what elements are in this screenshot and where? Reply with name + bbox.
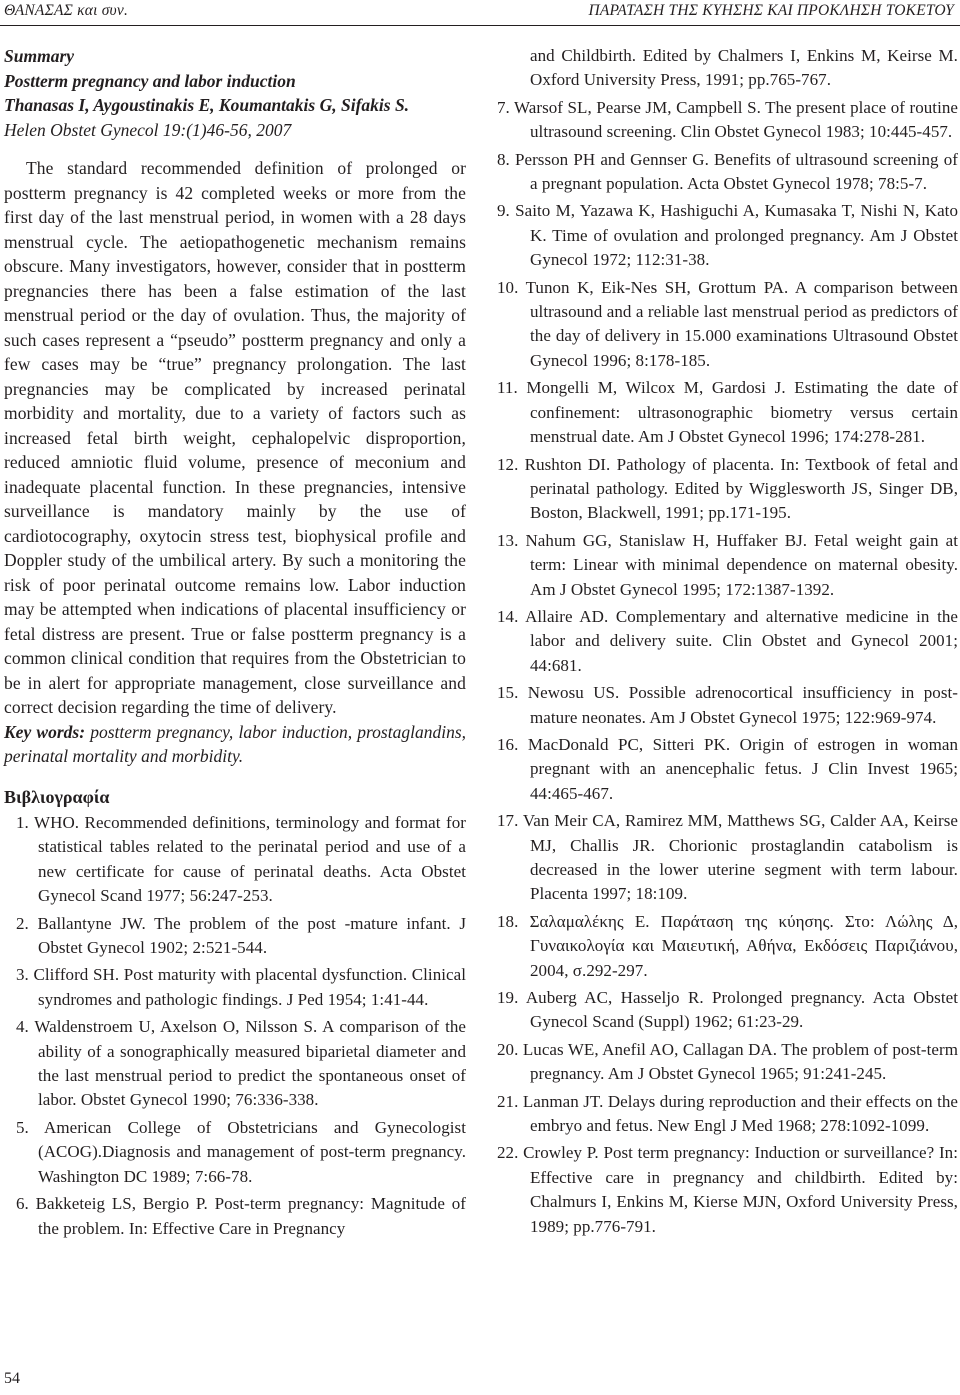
reference-item: 8. Persson PH and Gennser G. Benefits of ultrasound screening of a pregnant population. Acta Obstet Gynecol 1978; 78:5-7. (497, 149, 958, 194)
reference-item: 13. Nahum GG, Stanislaw H, Huffaker BJ. Fetal weight gain at term: Linear with minimal dependence on maternal obesity. Am J Obstet Gynecol 1995; 172:1387-1392. (497, 530, 958, 599)
reference-item: 20. Lucas WE, Anefil AO, Callagan DA. The problem of post-term pregnancy. Am J Obstet Gynecol 1965; 91:241-245. (497, 1039, 958, 1084)
reference-item: 16. MacDonald PC, Sitteri PK. Origin of estrogen in woman pregnant with an anencephalic fetus. J Clin Invest 1965; 44:465-467. (497, 734, 958, 803)
running-header (0, 0, 960, 26)
right-column (497, 44, 958, 1242)
reference-continuation: and Childbirth. Edited by Chalmers I, Enkins M, Keirse M. Oxford University Press, 1991; pp.765-767. (530, 46, 958, 90)
page-number: 54 (4, 1370, 20, 1387)
keywords-text: postterm pregnancy, labor induction, prostaglandins, perinatal mortality and morbidity. (4, 721, 467, 766)
reference-item: 1. WHO. Recommended definitions, terminology and format for statistical tables related to the perinatal period and use of a new certificate for cause of perinatal deaths. Acta Obstet Gynecol Scand 1977; 56:247-253. (16, 813, 466, 906)
header-article-title: ΠΑΡΑΤΑΣΗ ΤΗΣ ΚΥΗΣΗΣ ΚΑΙ ΠΡΟΚΛΗΣΗ ΤΟΚΕΤΟΥ (588, 2, 954, 19)
header-rule (0, 25, 960, 26)
reference-item: 22. Crowley P. Post term pregnancy: Induction or surveillance? In: Effective care in pregnancy and childbirth. Edited by: Chalmurs I, Enkins M, Kierse MJN, Oxford University Press, 1989; pp.776-791. (497, 1143, 958, 1236)
summary-citation: Helen Obstet Gynecol 19:(1)46-56, 2007 (4, 119, 292, 140)
reference-list-left (4, 811, 466, 1241)
reference-item: 17. Van Meir CA, Ramirez MM, Matthews SG, Calder AA, Keirse MJ, Challis JR. Chorionic prostaglandin catabolism is decreased in the lower uterine segment with term labour. Placenta 1997; 18:109. (497, 811, 958, 904)
summary-title: Postterm pregnancy and labor induction (4, 70, 296, 91)
left-column (4, 44, 466, 1244)
summary-authors: Thanasas I, Aygoustinakis E, Koumantakis G, Sifakis S. (4, 95, 410, 115)
reference-list-right (497, 44, 958, 1239)
reference-item: 5. American College of Obstetricians and Gynecologist (ACOG).Diagnosis and management of post-term pregnancy. Washington DC 1989; 7:66-78. (16, 1117, 466, 1186)
reference-item: 4. Waldenstroem U, Axelson O, Nilsson S. A comparison of the ability of a sonographically measured biparietal diameter and the last menstrual period to predict the spontaneous onset of labor. Obstet Gynecol 1990; 76:336-338. (16, 1017, 466, 1110)
reference-item: 2. Ballantyne JW. The problem of the post -mature infant. J Obstet Gynecol 1902; 2:521-544. (16, 913, 466, 958)
reference-item: 3. Clifford SH. Post maturity with placental dysfunction. Clinical syndromes and pathologic findings. J Ped 1954; 1:41-44. (16, 965, 466, 1009)
abstract-text: The standard recommended definition of prolonged or postterm pregnancy is 42 completed weeks or more from the first day of the last menstrual period, in women with a 28 days menstrual cycle. The aetiopathogenetic mechanism remains obscure. Many investigators, however, consider that in postterm pregnancies there has been a false estimation of the last menstrual period or the day of ovulation. Thus, the majority of such cases represent a “pseudo” postterm pregnancy and only a few cases may be “true” pregnancy prolongation. The last pregnancies may be complicated by increased perinatal morbidity and mortality, due to a variety of factors such as increased fetal birth weight, cephalopelvic disproportion, reduced amniotic fluid volume, presence of meconium and inadequate placental function. In these pregnancies, intensive surveillance is mandatory mainly by the use of cardiotocography, oxytocin stress test, biophysical profile and Doppler study of the umbilical artery. By such a monitoring the risk of poor perinatal outcome remains low. Labor induction may be attempted when indications of placental insufficiency or fetal distress are present. True or false postterm pregnancy is a common clinical condition that requires from the Obstetrician to be in alert for appropriate management, close surveillance and correct decision regarding the time of delivery. (4, 158, 466, 717)
keywords-label: Key words: (4, 721, 86, 742)
reference-item: 9. Saito M, Yazawa K, Hashiguchi A, Kumasaka T, Nishi N, Kato K. Time of ovulation and prolonged pregnancy. Am J Obstet Gynecol 1972; 112:31-38. (497, 201, 958, 270)
reference-item: 10. Tunon K, Eik-Nes SH, Grottum PA. A comparison between ultrasound and a reliable last menstrual period as predictors of the day of delivery in 15.000 examinations Ultrasound Obstet Gynecol 1996; 8:178-185. (497, 277, 958, 370)
reference-item: 11. Mongelli M, Wilcox M, Gardosi J. Estimating the date of confinement: ultrasonographic biometry versus certain menstrual date. Am J Obstet Gynecol 1996; 174:278-281. (497, 378, 958, 447)
reference-item: 6. Bakketeig LS, Bergio P. Post-term pregnancy: Magnitude of the problem. In: Effective Care in Pregnancy (16, 1194, 466, 1238)
reference-item: 12. Rushton DI. Pathology of placenta. In: Textbook of fetal and perinatal pathology. Edited by Wigglesworth JS, Singer DB, Boston, Blackwell, 1991; pp.171-195. (497, 454, 958, 523)
reference-item: 14. Allaire AD. Complementary and alternative medicine in the labor and delivery suite. Clin Obstet and Gynecol 2001; 44:681. (497, 606, 958, 675)
reference-item: 21. Lanman JT. Delays during reproduction and their effects on the embryo and fetus. New Engl J Med 1968; 278:1092-1099. (497, 1091, 958, 1136)
reference-item: 15. Newosu US. Possible adrenocortical insufficiency in post-mature neonates. Am J Obstet Gynecol 1975; 122:969-974. (497, 683, 958, 727)
reference-item: 7. Warsof SL, Pearse JM, Campbell S. The present place of routine ultrasound screening. Clin Obstet Gynecol 1983; 10:445-457. (497, 97, 958, 142)
bibliography-heading: Βιβλιογραφία (4, 786, 110, 807)
reference-item: 19. Auberg AC, Hasseljo R. Prolonged pregnancy. Acta Obstet Gynecol Scand (Suppl) 1962; 61:23-29. (497, 988, 958, 1032)
reference-item: 18. Σαλαμαλέκης Ε. Παράταση της κύησης. Στο: Λώλης Δ, Γυναικολογία και Μαιευτική, Αθήνα, Εκδόσεις Παριζιάνου, 2004, σ.292-297. (497, 911, 958, 980)
header-authors: ΘΑΝΑΣΑΣ και συν. (4, 2, 129, 19)
keywords (4, 720, 466, 769)
summary-heading: Summary (4, 46, 75, 66)
